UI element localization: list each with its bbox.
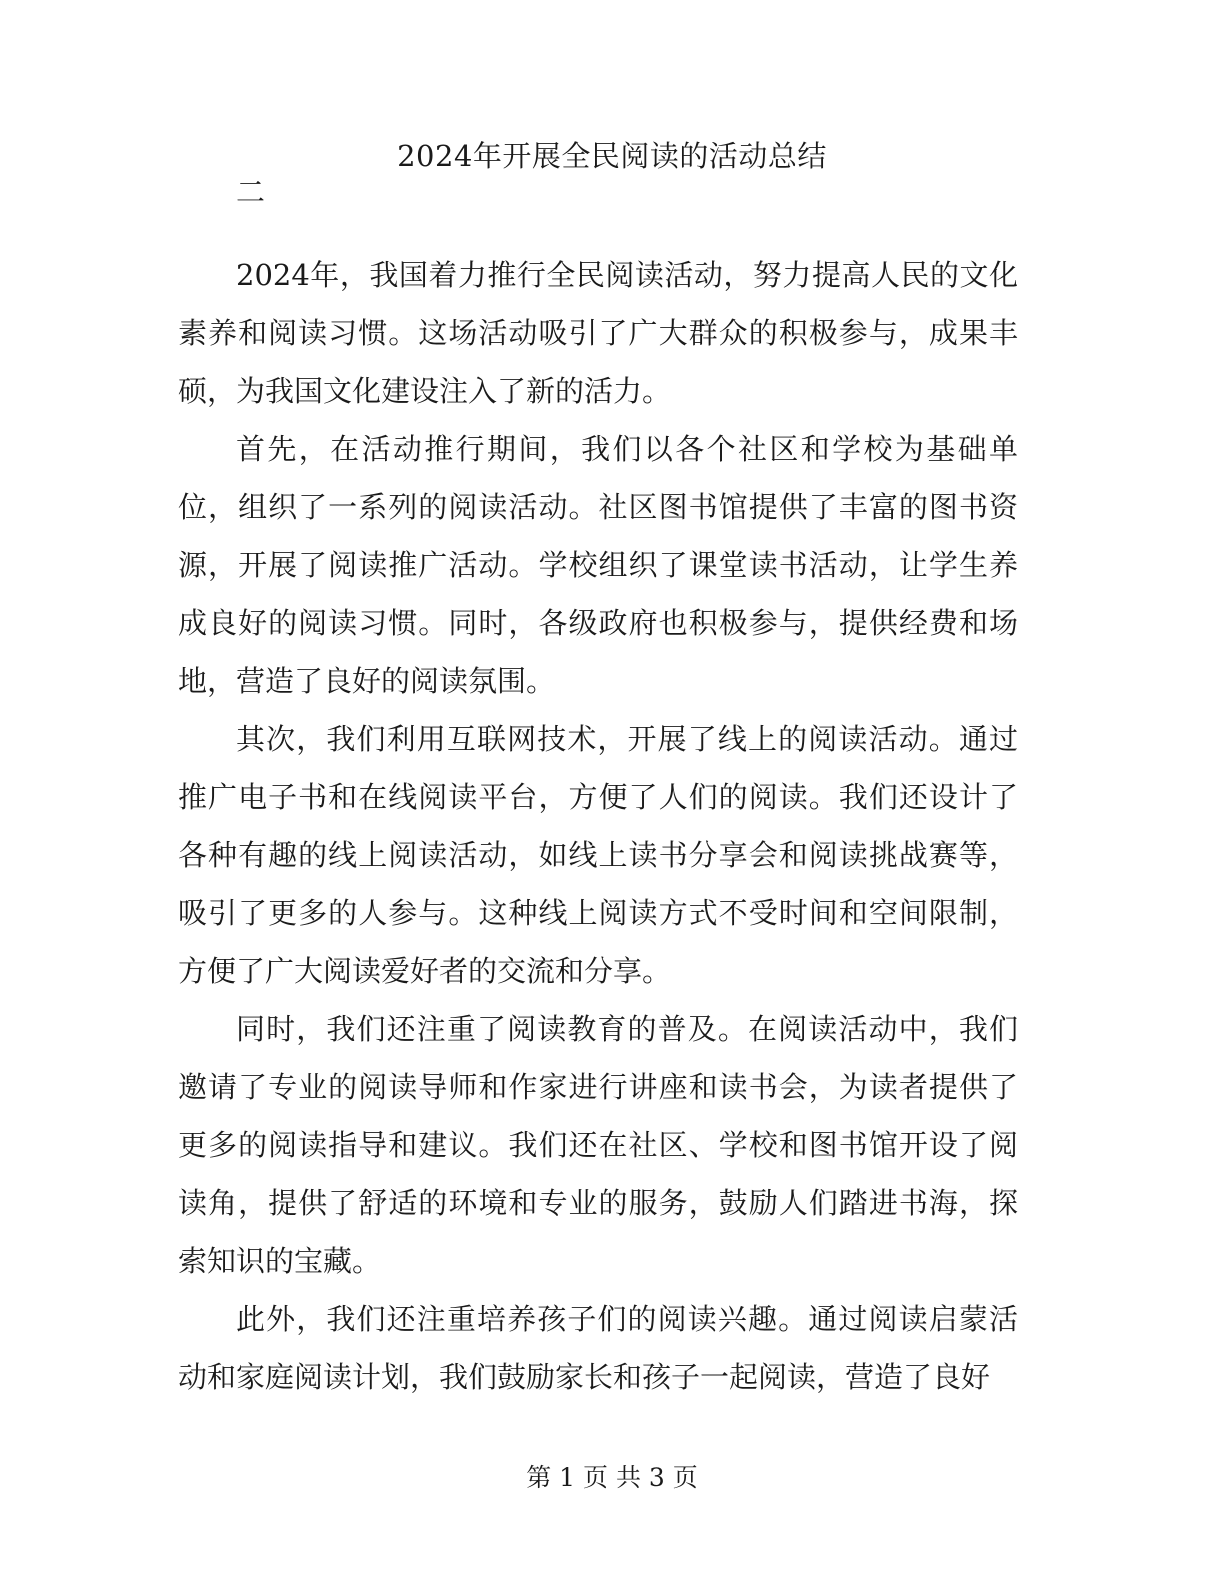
paragraph-first: 首先，在活动推行期间，我们以各个社区和学校为基础单位，组织了一系列的阅读活动。社区图书馆提供了丰富的图书资源，开展了阅读推广活动。学校组织了课堂读书活动，让学生养成良好的阅读习惯。同时，各级政府也积极参与，提供经费和场地，营造了良好的阅读氛围。 [178, 432, 1018, 698]
document-title: 2024年开展全民阅读的活动总结 [397, 139, 827, 173]
paragraph-third: 同时，我们还注重了阅读教育的普及。在阅读活动中，我们邀请了专业的阅读导师和作家进行讲座和读书会，为读者提供了更多的阅读指导和建议。我们还在社区、学校和图书馆开设了阅读角，提供了舒适的环境和专业的服务，鼓励人们踏进书海，探索知识的宝藏。 [178, 1012, 1018, 1278]
paragraph-intro: 2024年，我国着力推行全民阅读活动，努力提高人民的文化素养和阅读习惯。这场活动吸引了广大群众的积极参与，成果丰硕，为我国文化建设注入了新的活力。 [178, 258, 1018, 408]
page-footer: 第 1 页 共 3 页 [526, 1463, 698, 1492]
paragraph-fourth: 此外，我们还注重培养孩子们的阅读兴趣。通过阅读启蒙活动和家庭阅读计划，我们鼓励家长和孩子一起阅读，营造了良好 [178, 1302, 1018, 1394]
paragraph-second: 其次，我们利用互联网技术，开展了线上的阅读活动。通过推广电子书和在线阅读平台，方便了人们的阅读。我们还设计了各种有趣的线上阅读活动，如线上读书分享会和阅读挑战赛等，吸引了更多的人参与。这种线上阅读方式不受时间和空间限制，方便了广大阅读爱好者的交流和分享。 [178, 722, 1018, 988]
document-body [178, 246, 1018, 1406]
section-number: 二 [236, 175, 266, 209]
